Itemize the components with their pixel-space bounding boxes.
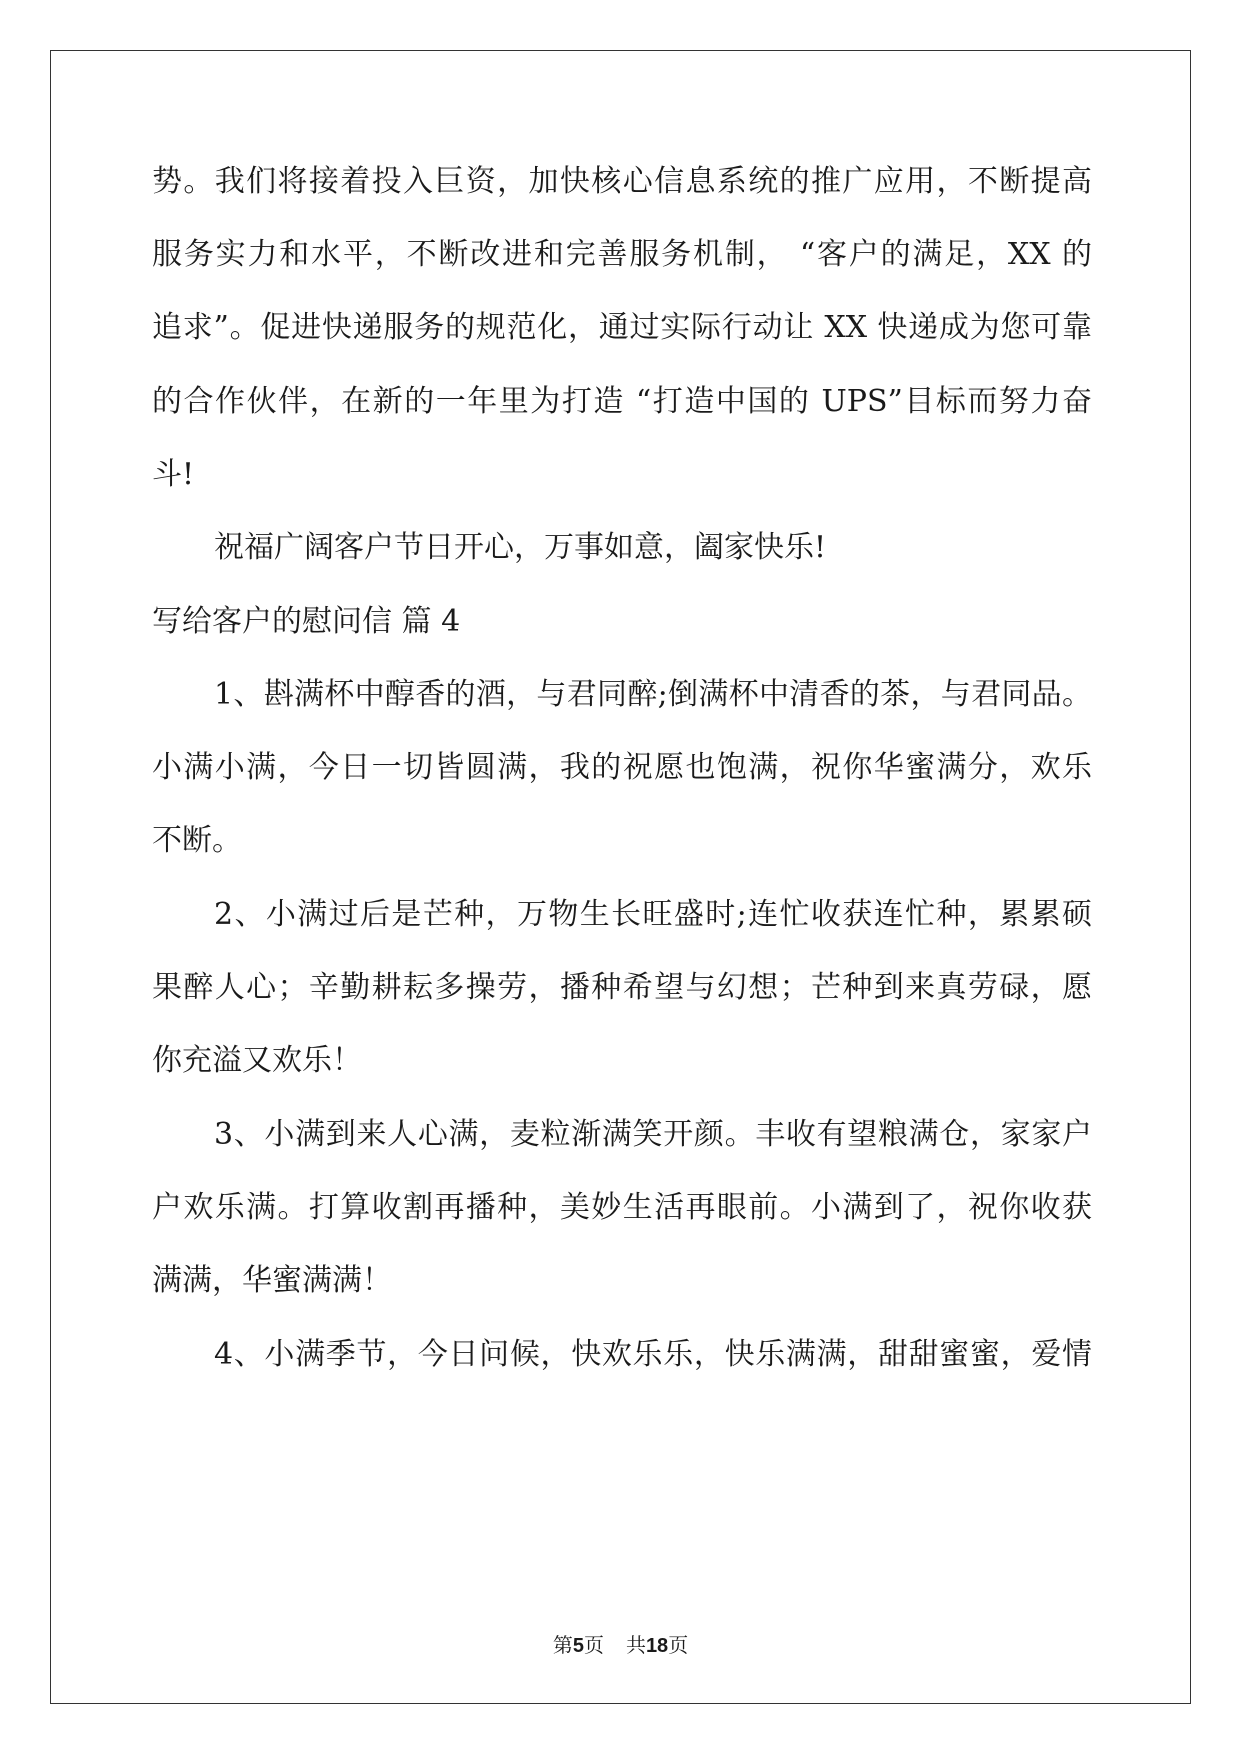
paragraph-line: 不断。 (152, 823, 242, 858)
page-prefix: 第 (552, 1633, 573, 1657)
paragraph-line: 2、小满过后是芒种，万物生长旺盛时;连忙收获连忙种，累累硕 (214, 897, 1092, 932)
paragraph-line: 追求”。促进快递服务的规范化，通过实际行动让 XX 快递成为您可靠 (152, 310, 1092, 345)
paragraph-line: 的合作伙伴，在新的一年里为打造 “打造中国的 UPS”目标而努力奋 (152, 384, 1092, 419)
page-footer (0, 1632, 1241, 1659)
section-heading: 写给客户的慰问信 篇 4 (152, 604, 461, 639)
paragraph-line: 小满小满，今日一切皆圆满，我的祝愿也饱满，祝你华蜜满分，欢乐 (152, 750, 1092, 785)
paragraph-line: 服务实力和水平，不断改进和完善服务机制， “客户的满足，XX 的 (152, 237, 1092, 272)
page-current: 5 (572, 1635, 584, 1657)
paragraph-line: 势。我们将接着投入巨资，加快核心信息系统的推广应用，不断提高 (152, 164, 1092, 199)
page-border (50, 50, 1191, 1704)
page-total: 18 (645, 1635, 669, 1657)
page-suffix: 页 (583, 1633, 604, 1657)
paragraph-line: 1、斟满杯中醇香的酒，与君同醉;倒满杯中清香的茶，与君同品。 (214, 677, 1092, 712)
paragraph-line: 4、小满季节，今日问候，快欢乐乐，快乐满满，甜甜蜜蜜，爱情 (214, 1337, 1092, 1372)
paragraph-line: 果醉人心；辛勤耕耘多操劳，播种希望与幻想；芒种到来真劳碌，愿 (152, 970, 1092, 1005)
paragraph-line: 3、小满到来人心满，麦粒渐满笑开颜。丰收有望粮满仓，家家户 (214, 1117, 1092, 1152)
paragraph-line: 斗! (152, 457, 195, 492)
paragraph-line: 祝福广阔客户节日开心，万事如意，阖家快乐! (214, 530, 827, 565)
paragraph-line: 户欢乐满。打算收割再播种，美妙生活再眼前。小满到了，祝你收获 (152, 1190, 1092, 1225)
total-suffix: 页 (668, 1633, 689, 1657)
paragraph-line: 满满，华蜜满满！ (152, 1263, 392, 1298)
paragraph-line: 你充溢又欢乐！ (152, 1043, 362, 1078)
total-prefix: 共 (625, 1633, 646, 1657)
